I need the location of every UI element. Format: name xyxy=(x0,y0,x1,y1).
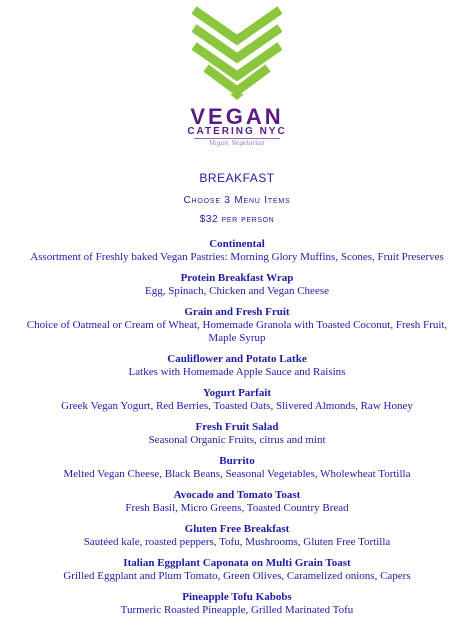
menu-item-grain-fruit xyxy=(0,306,474,345)
menu-item-description: Seasonal Organic Fruits, citrus and mint xyxy=(148,434,326,446)
menu-item-latke xyxy=(0,353,474,379)
menu-item-name: Continental xyxy=(209,238,265,250)
menu-choose-note: Choose 3 Menu Items xyxy=(183,195,291,206)
menu-item-name: Cauliflower and Potato Latke xyxy=(167,353,307,365)
brand-name: VEGAN xyxy=(190,104,284,129)
menu-item-description: Grilled Eggplant and Plum Tomato, Green Olives, Caramelized onions, Capers xyxy=(63,570,411,582)
menu-item-name: Pineapple Tofu Kabobs xyxy=(182,591,292,603)
menu-item-protein-wrap xyxy=(0,272,474,298)
menu-item-description: Latkes with Homemade Apple Sauce and Raisins xyxy=(128,366,346,378)
chevron-logo-icon xyxy=(192,6,282,102)
menu-items-list xyxy=(0,238,474,625)
menu-item-name: Yogurt Parfait xyxy=(202,387,272,399)
menu-item-tofu-kabobs xyxy=(0,591,474,617)
menu-item-avocado-toast xyxy=(0,489,474,515)
menu-item-name: Gluten Free Breakfast xyxy=(184,523,290,535)
menu-item-name: Avocado and Tomato Toast xyxy=(173,489,301,501)
menu-item-name: Fresh Fruit Salad xyxy=(195,421,279,433)
menu-item-description: Greek Vegan Yogurt, Red Berries, Toasted Oats, Slivered Almonds, Raw Honey xyxy=(61,400,413,412)
menu-item-burrito xyxy=(0,455,474,481)
menu-item-description: Egg, Spinach, Chicken and Vegan Cheese xyxy=(144,285,329,297)
menu-item-name: Protein Breakfast Wrap xyxy=(180,272,294,284)
menu-item-name: Italian Eggplant Caponata on Multi Grain Toast xyxy=(123,557,351,569)
menu-item-description: Choice of Oatmeal or Cream of Wheat, Homemade Granola with Toasted Coconut, Fresh Fruit, Maple Syrup xyxy=(26,319,448,344)
menu-item-name: Burrito xyxy=(219,455,255,467)
menu-item-description: Assortment of Freshly baked Vegan Pastries: Morning Glory Muffins, Scones, Fruit Preserves xyxy=(30,251,444,263)
brand-tagline: Vegan, Vegetarian xyxy=(209,140,265,147)
menu-item-description: Turmeric Roasted Pineapple, Grilled Marinated Tofu xyxy=(120,604,354,616)
menu-item-eggplant-caponata xyxy=(0,557,474,583)
menu-item-gluten-free xyxy=(0,523,474,549)
menu-item-description: Melted Vegan Cheese, Black Beans, Seasonal Vegetables, Wholewheat Tortilla xyxy=(63,468,411,480)
menu-item-continental xyxy=(0,238,474,264)
menu-item-name: Grain and Fresh Fruit xyxy=(184,306,290,318)
menu-title: BREAKFAST xyxy=(199,171,275,185)
menu-item-description: Sautéed kale, roasted peppers, Tofu, Mushrooms, Gluten Free Tortilla xyxy=(83,536,391,548)
menu-item-fruit-salad xyxy=(0,421,474,447)
menu-price: $32 per person xyxy=(199,214,275,225)
brand-divider xyxy=(194,138,280,139)
brand-subtitle: CATERING NYC xyxy=(187,126,287,137)
menu-item-description: Fresh Basil, Micro Greens, Toasted Country Bread xyxy=(125,502,349,514)
menu-item-yogurt-parfait xyxy=(0,387,474,413)
